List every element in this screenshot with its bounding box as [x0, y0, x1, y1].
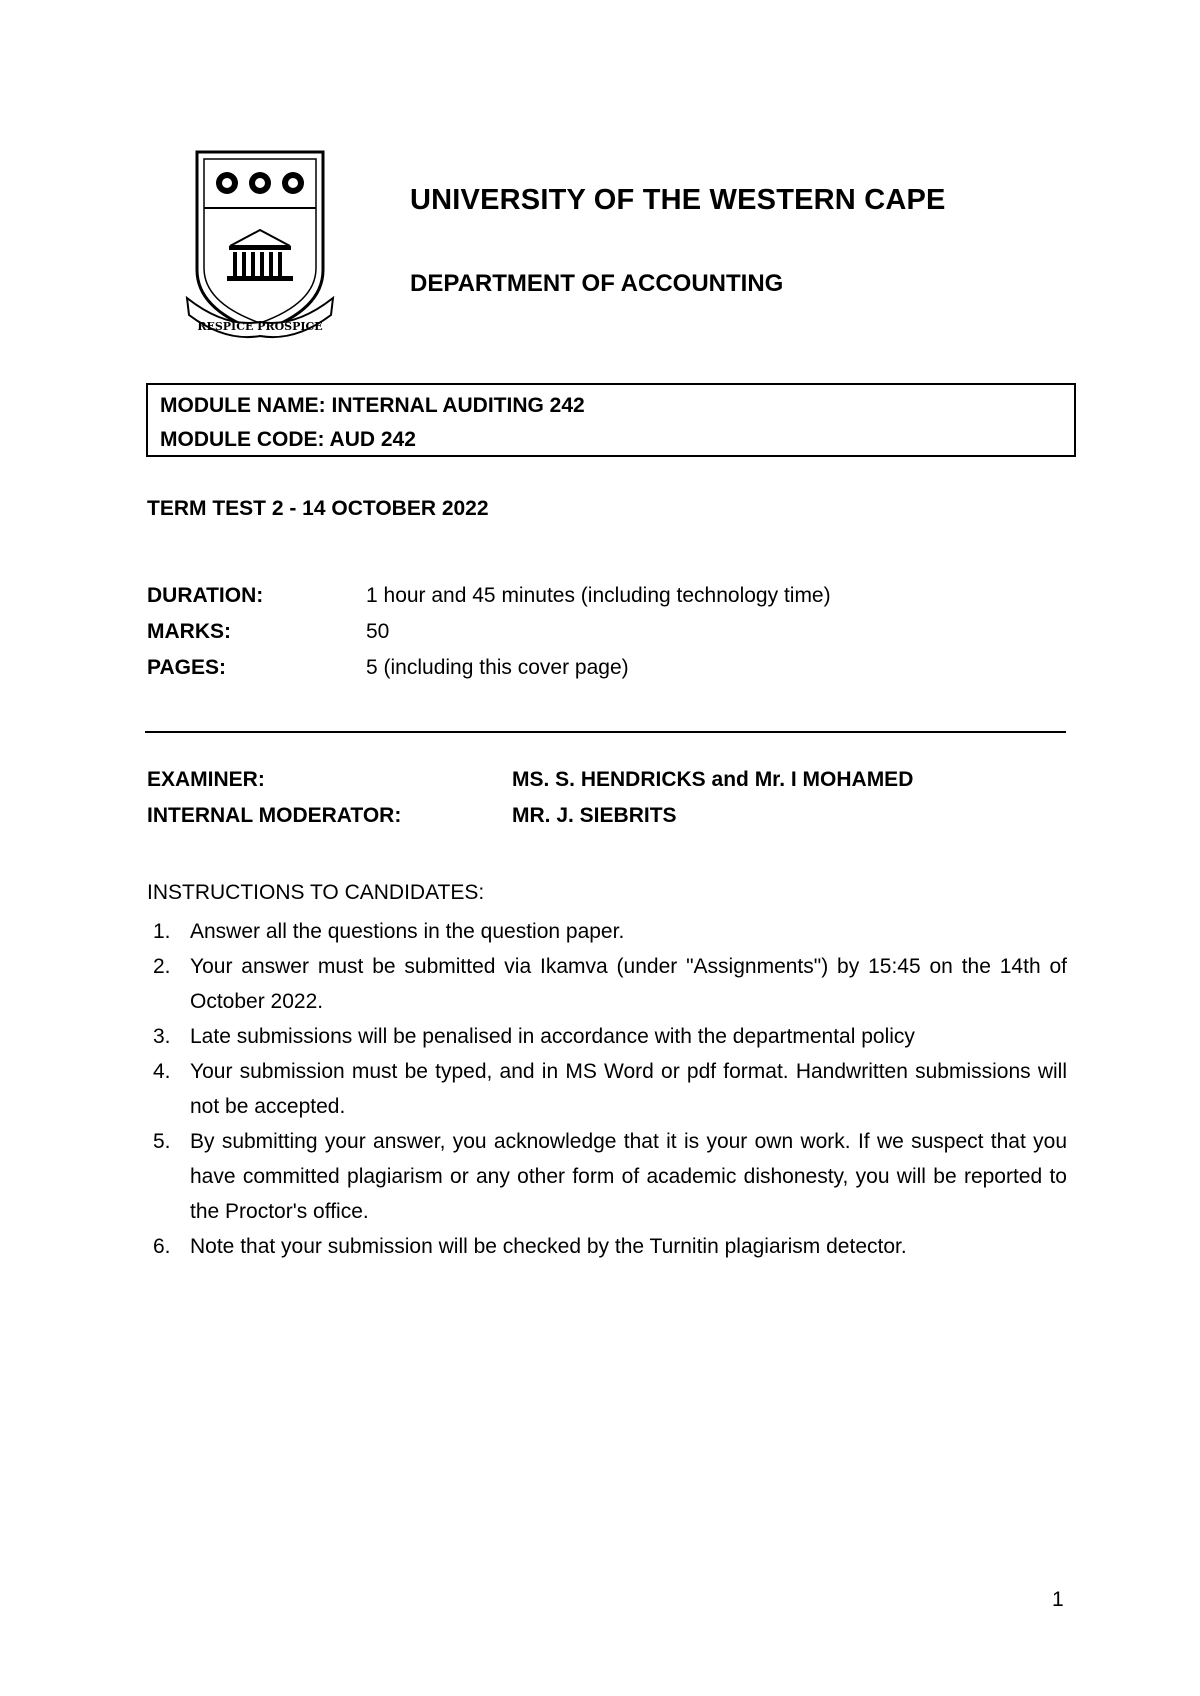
- instruction-text: Answer all the questions in the question paper.: [190, 920, 625, 943]
- examiner-label: EXAMINER:: [147, 768, 265, 791]
- module-name: MODULE NAME: INTERNAL AUDITING 242: [160, 394, 585, 417]
- pages-value: 5 (including this cover page): [366, 656, 629, 679]
- instruction-text: Note that your submission will be checked by the Turnitin plagiarism detector.: [190, 1235, 907, 1258]
- instruction-item: [147, 1229, 1067, 1264]
- instruction-number: 6.: [153, 1235, 171, 1258]
- instruction-number: 3.: [153, 1025, 171, 1048]
- duration-value: 1 hour and 45 minutes (including technology time): [366, 584, 831, 607]
- university-name: UNIVERSITY OF THE WESTERN CAPE: [410, 184, 946, 216]
- instruction-text: By submitting your answer, you acknowledge that it is your own work. If we suspect that you have committed plagiarism or any other form of academic dishonesty, you will be reported to the Proctor's office.: [190, 1130, 1067, 1223]
- instruction-number: 5.: [153, 1130, 171, 1153]
- moderator-value: MR. J. SIEBRITS: [512, 804, 677, 827]
- instruction-item: [147, 914, 1067, 949]
- instructions-list: [147, 914, 1067, 1264]
- pages-label: PAGES:: [147, 656, 226, 679]
- instruction-number: 1.: [153, 920, 171, 943]
- instruction-item: [147, 1019, 1067, 1054]
- module-code: MODULE CODE: AUD 242: [160, 428, 416, 451]
- test-title: TERM TEST 2 - 14 OCTOBER 2022: [147, 497, 489, 520]
- page-number: 1: [1052, 1588, 1064, 1611]
- instruction-item: [147, 1124, 1067, 1229]
- instruction-number: 2.: [153, 955, 171, 978]
- svg-text:RESPICE PROSPICE: RESPICE PROSPICE: [197, 320, 323, 333]
- section-divider: [145, 731, 1066, 733]
- instruction-item: [147, 1054, 1067, 1124]
- university-crest-logo: [185, 150, 335, 340]
- instruction-text: Your answer must be submitted via Ikamva (under "Assignments") by 15:45 on the 14th of October 2022.: [190, 955, 1067, 1013]
- module-info-box: [146, 383, 1076, 457]
- examiner-value: MS. S. HENDRICKS and Mr. I MOHAMED: [512, 768, 914, 791]
- instructions-heading: INSTRUCTIONS TO CANDIDATES:: [147, 881, 485, 904]
- instruction-number: 4.: [153, 1060, 171, 1083]
- department-name: DEPARTMENT OF ACCOUNTING: [410, 270, 784, 297]
- instruction-text: Late submissions will be penalised in accordance with the departmental policy: [190, 1025, 915, 1048]
- marks-label: MARKS:: [147, 620, 231, 643]
- instruction-text: Your submission must be typed, and in MS Word or pdf format. Handwritten submissions will not be accepted.: [190, 1060, 1067, 1118]
- instruction-item: [147, 949, 1067, 1019]
- marks-value: 50: [366, 620, 390, 643]
- moderator-label: INTERNAL MODERATOR:: [147, 804, 402, 827]
- duration-label: DURATION:: [147, 584, 264, 607]
